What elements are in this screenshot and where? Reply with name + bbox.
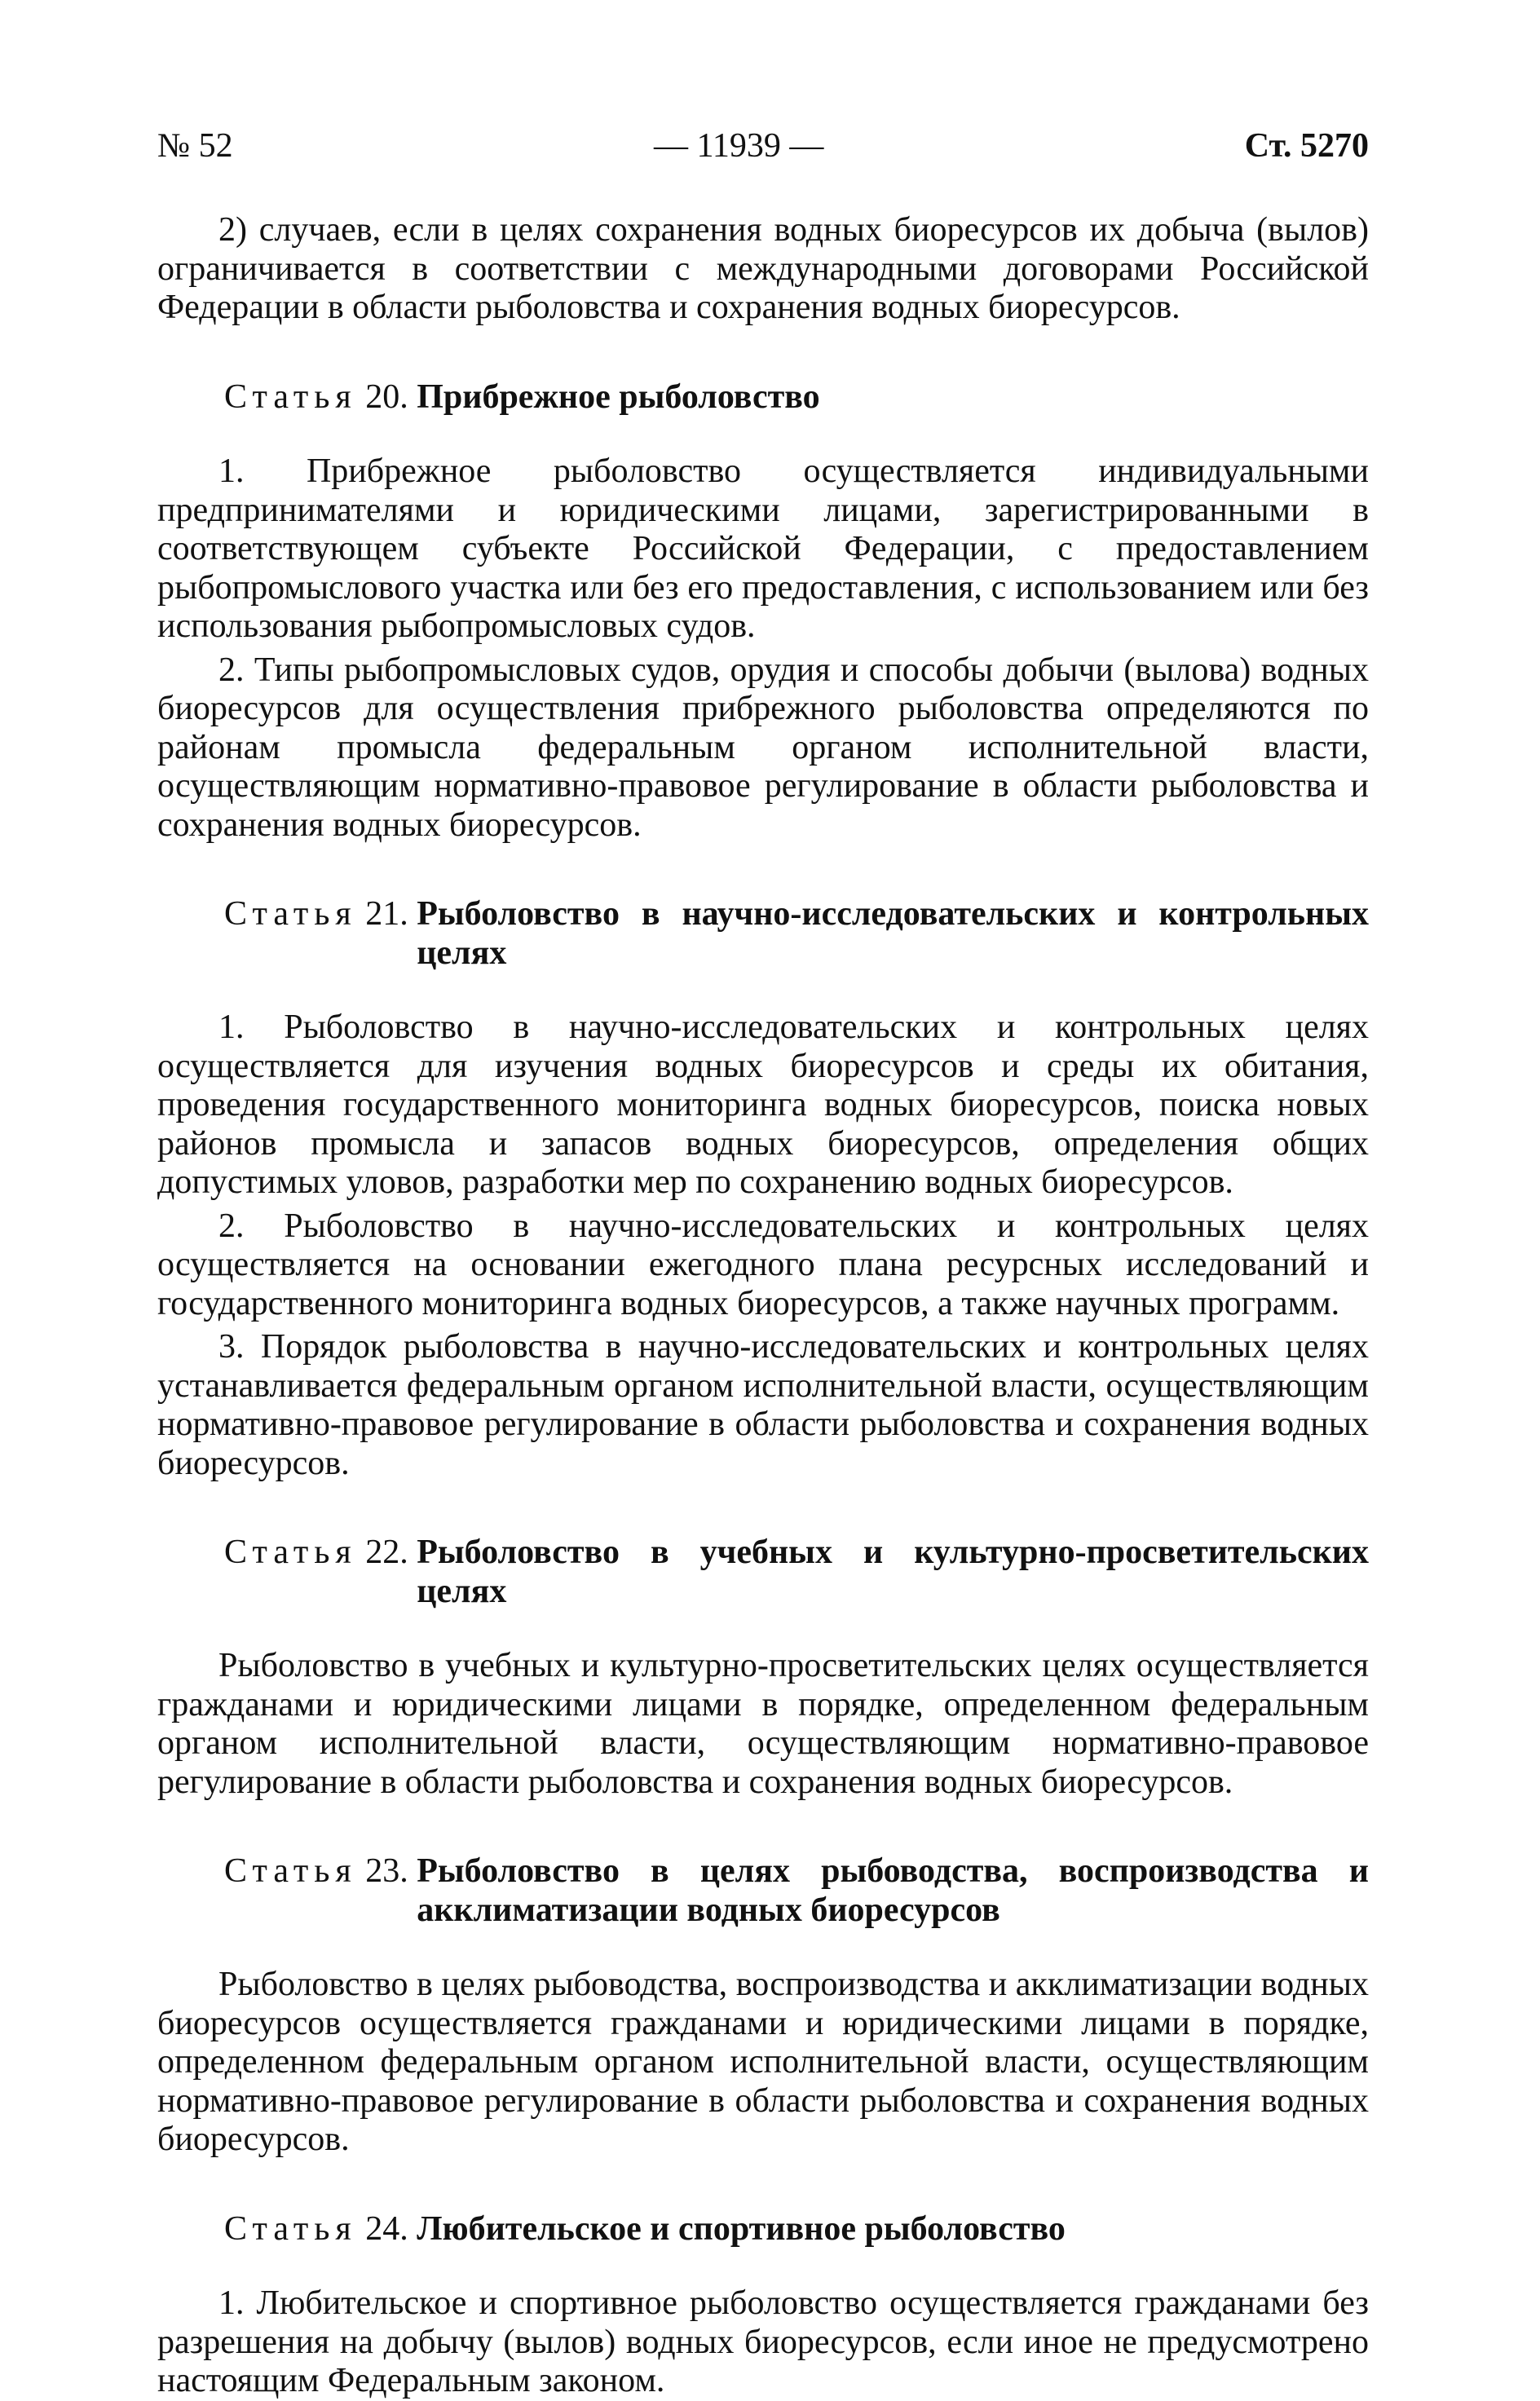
article-heading [224,895,1369,973]
article-paragraph: 2. Рыболовство в научно-исследовательских и контрольных целях осуществляется на основании ежегодного плана ресурсных исследований и государственного мониторинга водных биоресурсов, а также научных программ. [157,1207,1369,1322]
article-paragraph: Рыболовство в учебных и культурно-просветительских целях осуществляется гражданами и юридическими лицами в порядке, определенном федеральным органом исполнительной власти, осуществляющим нормативно-правовое регулирование в области рыболовства и сохранения водных биоресурсов. [157,1647,1369,1801]
article-label: Статья [224,1534,357,1571]
article-number: 21. [356,895,417,933]
page-number: — 11939 — [653,127,824,165]
article-paragraph: 1. Прибрежное рыболовство осуществляется индивидуальными предпринимателями и юридическими лицами, зарегистрированными в соответствующем субъекте Российской Федерации, с предоставлением рыбопромыслового участка или без его предоставления, с использованием или без использования рыбопромысловых судов. [157,452,1369,645]
intro-paragraph: 2) случаев, если в целях сохранения водных биоресурсов их добыча (вылов) ограничивается в соответствии с международными договорами Российской Федерации в области рыболовства и сохранения водных биоресурсов. [157,211,1369,326]
article-paragraph: 1. Любительское и спортивное рыболовство осуществляется гражданами без разрешения на добычу (вылов) водных биоресурсов, если иное не предусмотрено настоящим Федеральным законом. [157,2284,1369,2399]
article-number: 24. [356,2209,417,2248]
article-paragraph: Рыболовство в целях рыбоводства, воспроизводства и акклиматизации водных биоресурсов осуществляется гражданами и юридическими лицами в порядке, определенном федеральным органом исполнительной власти, осуществляющим нормативно-правовое регулирование в области рыболовства и сохранения водных биоресурсов. [157,1966,1369,2158]
page-reference: Ст. 5270 [1244,127,1369,165]
article-label: Статья [224,1852,357,1890]
article-title: Рыболовство в научно-исследовательских и контрольных целях [417,895,1369,972]
article-number: 23. [356,1852,417,1890]
article-number: 20. [356,377,417,416]
article-title: Рыболовство в целях рыбоводства, воспроизводства и акклиматизации водных биоресурсов [417,1852,1369,1929]
article-heading [224,2210,1369,2249]
article-title: Рыболовство в учебных и культурно-просветительских целях [417,1534,1369,1610]
article-title: Прибрежное рыболовство [417,377,820,416]
page-header [157,126,1369,179]
article-title: Любительское и спортивное рыболовство [417,2209,1066,2248]
article-label: Статья [224,895,357,933]
article-heading [224,1852,1369,1930]
article-paragraph: 1. Рыболовство в научно-исследовательских и контрольных целях осуществляется для изучения водных биоресурсов и среды их обитания, проведения государственного мониторинга водных биоресурсов, поиска новых районов промысла и запасов водных биоресурсов, определения общих допустимых уловов, разработки мер по сохранению водных биоресурсов. [157,1009,1369,1201]
article-number: 22. [356,1534,417,1571]
article-label: Статья [224,377,357,416]
article-label: Статья [224,2209,357,2248]
article-heading [224,378,1369,417]
issue-number: № 52 [157,127,233,165]
article-paragraph: 3. Порядок рыболовства в научно-исследовательских и контрольных целях устанавливается федеральным органом исполнительной власти, осуществляющим нормативно-правовое регулирование в области рыболовства и сохранения водных биоресурсов. [157,1328,1369,1482]
article-paragraph: 2. Типы рыбопромысловых судов, орудия и способы добычи (вылова) водных биоресурсов для осуществления прибрежного рыболовства определяются по районам промысла федеральным органом исполнительной власти, осуществляющим нормативно-правовое регулирование в области рыболовства и сохранения водных биоресурсов. [157,651,1369,844]
article-heading [224,1534,1369,1611]
